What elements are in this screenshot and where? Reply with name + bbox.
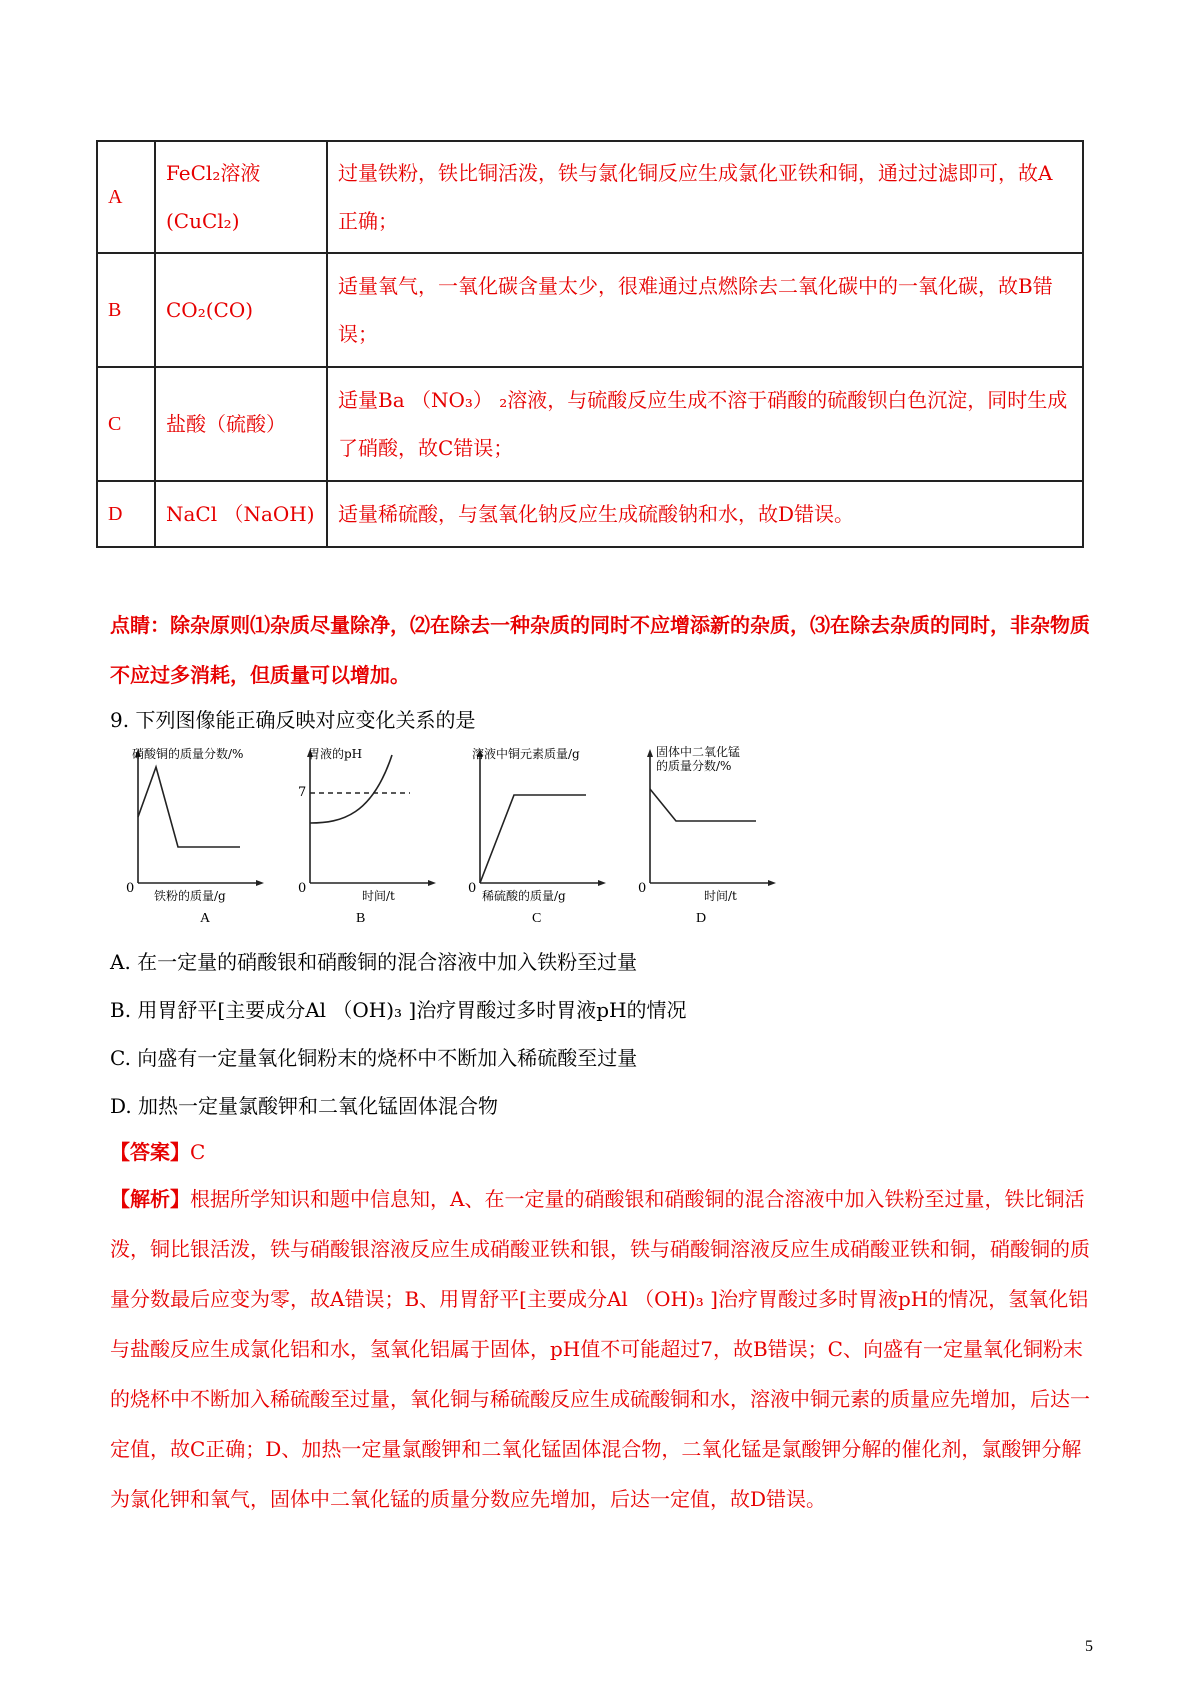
option-a: A. 在一定量的硝酸银和硝酸铜的混合溶液中加入铁粉至过量 xyxy=(110,950,638,974)
option-letter: C xyxy=(97,367,155,481)
option-letter: D xyxy=(97,481,155,547)
answer-value: C xyxy=(190,1140,206,1164)
tip-note: 点睛：除杂原则⑴杂质尽量除净，⑵在除去一种杂质的同时不应增添新的杂质，⑶在除去杂质的同时，非杂物质不应过多消耗，但质量可以增加。 xyxy=(110,613,1090,687)
figure-d-xlabel: 时间/t xyxy=(704,889,737,903)
table-row xyxy=(97,141,1083,253)
figure-a-origin: 0 xyxy=(126,881,135,896)
figure-a xyxy=(120,745,290,935)
figure-a-xlabel: 铁粉的质量/g xyxy=(154,889,226,903)
option-letter: B xyxy=(97,253,155,367)
option-letter: A xyxy=(97,141,155,253)
figure-b-plot xyxy=(292,745,462,905)
analysis-paragraph xyxy=(110,1174,1100,1524)
analysis-cell: 过量铁粉，铁比铜活泼，铁与氯化铜反应生成氯化亚铁和铜，通过过滤即可，故A正确； xyxy=(327,141,1083,253)
figure-d-ylabel-line2: 的质量分数/% xyxy=(656,759,732,773)
figure-b-xlabel: 时间/t xyxy=(362,889,395,903)
figure-a-caption: A xyxy=(200,911,211,926)
figure-b-ylabel: 胃液的pH xyxy=(308,747,363,761)
substance-text: FeCl₂溶液 xyxy=(166,161,261,185)
figure-c xyxy=(466,745,636,935)
figure-b-origin: 0 xyxy=(298,881,307,896)
figure-c-xlabel: 稀硫酸的质量/g xyxy=(482,889,566,903)
analysis-cell: 适量Ba （NO₃） ₂溶液，与硫酸反应生成不溶于硝酸的硫酸钡白色沉淀，同时生成了硝酸，故C错误； xyxy=(327,367,1083,481)
analysis-cell: 适量稀硫酸，与氢氧化钠反应生成硫酸钠和水，故D错误。 xyxy=(327,481,1083,547)
figure-d xyxy=(636,745,806,935)
figure-a-ylabel: 硝酸铜的质量分数/% xyxy=(132,747,244,761)
figure-d-ylabel-line1: 固体中二氧化锰 xyxy=(656,745,741,759)
figure-d-ylabel xyxy=(656,745,740,773)
question-stem: 9. 下列图像能正确反映对应变化关系的是 xyxy=(110,708,476,732)
answer-line xyxy=(110,1138,205,1166)
figure-c-plot xyxy=(466,745,636,905)
figure-c-origin: 0 xyxy=(468,881,477,896)
table-row xyxy=(97,253,1083,367)
figure-c-caption: C xyxy=(532,911,542,926)
option-b: B. 用胃舒平[主要成分Al （OH)₃ ]治疗胃酸过多时胃液pH的情况 xyxy=(110,998,687,1022)
substance-impurity: (CuCl₂) xyxy=(166,209,240,233)
figure-d-caption: D xyxy=(696,911,707,926)
option-c: C. 向盛有一定量氧化铜粉末的烧杯中不断加入稀硫酸至过量 xyxy=(110,1046,638,1070)
analysis-label: 【解析】 xyxy=(110,1187,190,1211)
answer-label: 【答案】 xyxy=(110,1140,190,1164)
figure-a-plot xyxy=(120,745,290,905)
figure-b xyxy=(292,745,462,935)
options-analysis-table xyxy=(96,140,1084,548)
option-d: D. 加热一定量氯酸钾和二氧化锰固体混合物 xyxy=(110,1094,499,1118)
substance-cell: 盐酸（硫酸） xyxy=(155,367,327,481)
table-row xyxy=(97,481,1083,547)
question-figures xyxy=(120,745,840,935)
substance-cell: NaCl （NaOH) xyxy=(155,481,327,547)
figure-d-origin: 0 xyxy=(638,881,647,896)
substance-cell xyxy=(155,141,327,253)
analysis-text: 根据所学知识和题中信息知，A、在一定量的硝酸银和硝酸铜的混合溶液中加入铁粉至过量，铁比铜活泼，铜比银活泼，铁与硝酸银溶液反应生成硝酸亚铁和银，铁与硝酸铜溶液反应生成硝酸亚铁和铜，硝酸铜的质量分数最后应变为零，故A错误；B、用胃舒平[主要成分Al （OH)₃ ]治疗胃酸过多时胃液pH的情况，氢氧化铝与盐酸反应生成氯化铝和水，氢氧化铝属于固体，pH值不可能超过7，故B错误；C、向盛有一定量氧化铜粉末的烧杯中不断加入稀硫酸至过量，氧化铜与稀硫酸反应生成硫酸铜和水，溶液中铜元素的质量应先增加，后达一定值，故C正确；D、加热一定量氯酸钾和二氧化锰固体混合物，二氧化锰是氯酸钾分解的催化剂，氯酸钾分解为氯化钾和氧气，固体中二氧化锰的质量分数应先增加，后达一定值，故D错误。 xyxy=(110,1187,1090,1511)
analysis-cell: 适量氧气，一氧化碳含量太少，很难通过点燃除去二氧化碳中的一氧化碳，故B错误； xyxy=(327,253,1083,367)
page-number: 5 xyxy=(1085,1638,1093,1655)
figure-b-caption: B xyxy=(356,911,366,926)
figure-c-ylabel: 溶液中铜元素质量/g xyxy=(472,747,580,761)
table-row xyxy=(97,367,1083,481)
figure-b-ph7-mark: 7 xyxy=(298,785,307,800)
substance-cell: CO₂(CO) xyxy=(155,253,327,367)
